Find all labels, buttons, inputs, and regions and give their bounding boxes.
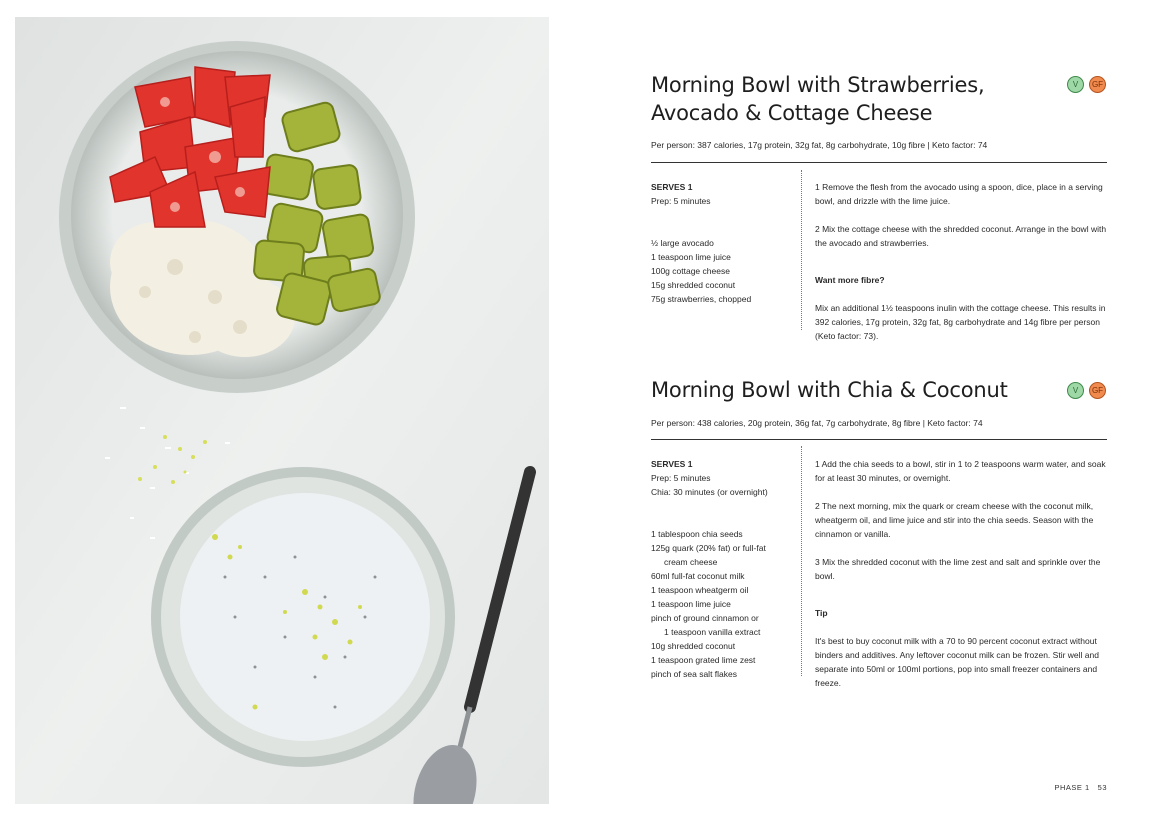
- column-divider: [801, 446, 802, 676]
- nutrition-info: Per person: 438 calories, 20g protein, 36g fat, 7g carbohydrate, 8g fibre | Keto factor: 74: [651, 418, 983, 428]
- recipe-meta: [651, 457, 796, 681]
- ingredient: 1 tablespoon chia seeds: [651, 529, 743, 539]
- divider: [651, 162, 1107, 163]
- ingredient: ½ large avocado: [651, 238, 714, 248]
- ingredient: 1 teaspoon wheatgerm oil: [651, 585, 749, 595]
- section-label: PHASE 1: [1054, 783, 1090, 792]
- ingredient-list: [651, 236, 796, 306]
- ingredient: 1 teaspoon grated lime zest: [651, 655, 756, 665]
- method-step: 2 Mix the cottage cheese with the shredded coconut. Arrange in the bowl with the avocado and strawberries.: [815, 224, 1107, 248]
- method-step: 2 The next morning, mix the quark or cream cheese with the coconut milk, wheatgerm oil, and lime juice and stir into the chia seeds. Season with the cinnamon or vanilla.: [815, 501, 1094, 539]
- ingredient: pinch of ground cinnamon or: [651, 613, 759, 623]
- method-steps: [815, 457, 1107, 704]
- page-number: 53: [1097, 783, 1107, 792]
- ingredient: 1 teaspoon lime juice: [651, 599, 731, 609]
- divider: [651, 439, 1107, 440]
- method-step: 1 Add the chia seeds to a bowl, stir in 1 to 2 teaspoons warm water, and soak for at least 30 minutes, or overnight.: [815, 459, 1106, 483]
- diet-badges: [1067, 76, 1106, 93]
- column-divider: [801, 170, 802, 330]
- vegetarian-badge: V: [1067, 382, 1084, 399]
- serves-label: SERVES 1: [651, 182, 693, 192]
- method-steps: [815, 180, 1107, 357]
- recipe-meta: [651, 180, 796, 306]
- gluten-free-badge: GF: [1089, 76, 1106, 93]
- ingredient: 1 teaspoon lime juice: [651, 252, 731, 262]
- fibre-text: Mix an additional 1½ teaspoons inulin with the cottage cheese. This results in 392 calories, 17g protein, 32g fat, 8g carbohydrate and 14g fibre per person (Keto factor: 73).: [815, 303, 1106, 341]
- prep-time: Prep: 5 minutes: [651, 196, 711, 206]
- ingredient: 100g cottage cheese: [651, 266, 730, 276]
- diet-badges: [1067, 382, 1106, 399]
- nutrition-info: Per person: 387 calories, 17g protein, 32g fat, 8g carbohydrate, 10g fibre | Keto factor: 74: [651, 140, 988, 150]
- serves-label: SERVES 1: [651, 459, 693, 469]
- recipe-title: [651, 71, 984, 127]
- strawberry-avocado-bowl: [59, 41, 415, 393]
- recipe-title-line1: Morning Bowl with Strawberries,: [651, 73, 985, 97]
- recipe-title: Morning Bowl with Chia & Coconut: [651, 378, 1008, 402]
- ingredient: 125g quark (20% fat) or full-fat: [651, 543, 766, 553]
- chia-time: Chia: 30 minutes (or overnight): [651, 487, 768, 497]
- ingredient: 60ml full-fat coconut milk: [651, 571, 745, 581]
- ingredient: 75g strawberries, chopped: [651, 294, 752, 304]
- ingredient: 15g shredded coconut: [651, 280, 736, 290]
- recipe-title-line2: Avocado & Cottage Cheese: [651, 101, 933, 125]
- prep-time: Prep: 5 minutes: [651, 473, 711, 483]
- food-photo: [15, 17, 549, 804]
- tip-text: It's best to buy coconut milk with a 70 to 90 percent coconut extract without binders and additives. Any leftover coconut milk can be frozen. Stir well and separate into 50ml or 100ml portions, pop into small freezer containers and freeze.: [815, 636, 1099, 688]
- ingredient: 1 teaspoon vanilla extract: [664, 627, 761, 637]
- ingredient: pinch of sea salt flakes: [651, 669, 737, 679]
- ingredient-list: [651, 527, 796, 681]
- method-step: 3 Mix the shredded coconut with the lime zest and salt and sprinkle over the bowl.: [815, 557, 1101, 581]
- chia-coconut-bowl: [151, 467, 455, 767]
- gluten-free-badge: GF: [1089, 382, 1106, 399]
- ingredient: 10g shredded coconut: [651, 641, 736, 651]
- ingredient: cream cheese: [664, 557, 718, 567]
- vegetarian-badge: V: [1067, 76, 1084, 93]
- method-step: 1 Remove the flesh from the avocado using a spoon, dice, place in a serving bowl, and drizzle with the lime juice.: [815, 182, 1103, 206]
- fibre-heading: Want more fibre?: [815, 275, 885, 285]
- page-footer: [1000, 783, 1107, 792]
- tip-heading: Tip: [815, 608, 828, 618]
